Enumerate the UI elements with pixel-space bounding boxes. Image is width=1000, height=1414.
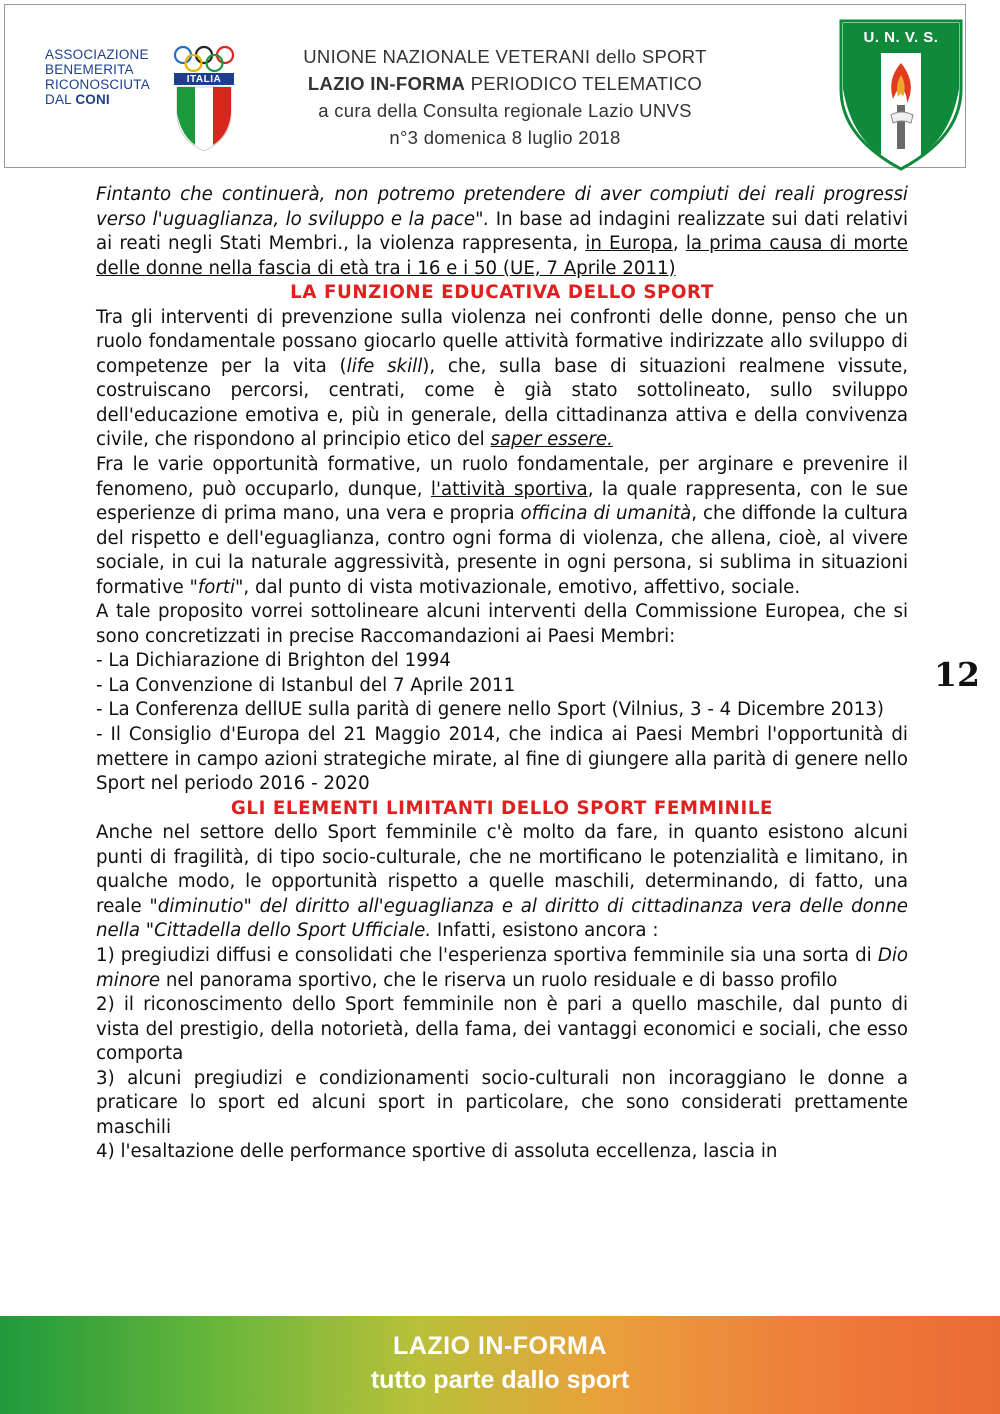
paragraph-prevenzione: Tra gli interventi di prevenzione sulla violenza nei confronti delle donne, penso che un ruolo fondamentale possano giocarlo quelle attività formative indirizzate allo sviluppo di competenze per la vita (life skill), che, sulla base di situazioni realmene vissute, costruiscano percorsi, centrati, come è già stato sottolineato, sullo sviluppo dell'educazione emotiva e, più in generale, della cittadinanza attiva e della convivenza civile, che rispondono al principio etico del saper essere. — [96, 306, 908, 451]
paragraph-commissione: A tale proposito vorrei sottolineare alcuni interventi della Commissione Europea, che si sono concretizzati in precise Raccomandazioni ai Paesi Membri: — [96, 601, 908, 647]
unvs-logo-label: U. N. V. S. — [863, 29, 939, 46]
list-item: - La Convenzione di Istanbul del 7 Aprile 2011 — [96, 674, 516, 696]
list-item: - Il Consiglio d'Europa del 21 Maggio 2014, che indica ai Paesi Membri l'opportunità di mettere in campo azioni strategiche mirate, al fine di giungere alla parità di genere nello Sport nel periodo 2016 - 2020 — [96, 724, 908, 795]
coni-logo-line3: RICONOSCIUTA — [45, 77, 150, 92]
paragraph-attivita-sportiva: Fra le varie opportunità formative, un ruolo fondamentale, per arginare e prevenire il fenomeno, può occuparlo, dunque, l'attività sportiva, la quale rappresenta, con le sue esperienze di prima mano, una vera e propria officina di umanità, che diffonde la cultura del rispetto e dell'eguaglianza, contro ogni forma di violenza, che allena, cioè, al vivere sociale, in cui la naturale aggressività, presente in ogni persona, si sublima in situazioni formative "forti", dal punto di vista motivazionale, emotivo, affettivo, sociale. — [96, 454, 909, 598]
list-item: - La Dichiarazione di Brighton del 1994 — [96, 650, 451, 672]
masthead-title: LAZIO IN-FORMA PERIODICO TELEMATICO — [307, 73, 703, 94]
coni-logo-line1: ASSOCIAZIONE — [45, 47, 149, 62]
section-title-educativa: LA FUNZIONE EDUCATIVA DELLO SPORT — [290, 282, 714, 304]
list-item: 1) pregiudizi diffusi e consolidati che l'esperienza sportiva femminile sia una sorta di Dio minore nel panorama sportivo, che le riserva un ruolo residuale e di basso profilo — [96, 944, 908, 991]
coni-logo-line2: BENEMERITA — [45, 62, 134, 77]
list-item: - La Conferenza dellUE sulla parità di genere nello Sport (Vilnius, 3 - 4 Dicembre 2013) — [96, 699, 884, 721]
masthead-curator: a cura della Consulta regionale Lazio UNVS — [318, 100, 692, 121]
header-masthead — [265, 43, 745, 151]
footer-slogan: tutto parte dallo sport — [370, 1366, 630, 1394]
coni-logo — [45, 41, 235, 153]
coni-logo-text — [45, 47, 175, 107]
page-header — [4, 4, 966, 168]
paragraph-fragilita: Anche nel settore dello Sport femminile c'è molto da fare, in quanto esistono alcuni punti di fragilità, di tipo socio-culturale, che ne mortificano le potenzialità e limitano, in qualche modo, le opportunità rispetto a quelle maschili, determinando, di fatto, una reale "diminutio" del diritto all'eguaglianza e al diritto di cittadinanza vera delle donne nella "Cittadella dello Sport Ufficiale. Infatti, esistono ancora : — [96, 822, 909, 942]
list-item: 3) alcuni pregiudizi e condizionamenti socio-culturali non incoraggiano le donne a praticare lo sport ed alcuni sport in particolare, che sono considerati prettamente maschili — [96, 1067, 908, 1138]
olympic-rings-icon — [173, 45, 235, 75]
masthead-org: UNIONE NAZIONALE VETERANI dello SPORT — [303, 46, 707, 67]
italia-shield-icon — [173, 73, 235, 153]
article-body — [96, 183, 908, 1165]
italia-shield-label: ITALIA — [186, 74, 222, 85]
section-title-limitanti: GLI ELEMENTI LIMITANTI DELLO SPORT FEMMINILE — [230, 797, 774, 819]
page-number: 12 — [934, 655, 980, 694]
list-item: 2) il riconoscimento dello Sport femminile non è pari a quello maschile, dal punto di vista del prestigio, della notorietà, della fama, dei vantaggi economici e sociali, che esso comporta — [96, 994, 908, 1065]
paragraph-intro: Fintanto che continuerà, non potremo pretendere di aver compiuti dei reali progressi verso l'uguaglianza, lo sviluppo e la pace". In base ad indagini realizzate sui dati relativi ai reati negli Stati Membri., la violenza rappresenta, in Europa, la prima causa di morte delle donne nella fascia di età tra i 16 e i 50 (UE, 7 Aprile 2011) — [96, 184, 909, 279]
footer-title: LAZIO IN-FORMA — [393, 1332, 607, 1360]
list-item: 4) l'esaltazione delle performance sportive di assoluta eccellenza, lascia in — [96, 1141, 778, 1163]
unvs-logo — [837, 19, 965, 171]
coni-logo-line4: DAL CONI — [45, 92, 110, 107]
page-footer — [0, 1316, 1000, 1414]
masthead-issue: n°3 domenica 8 luglio 2018 — [389, 127, 621, 148]
